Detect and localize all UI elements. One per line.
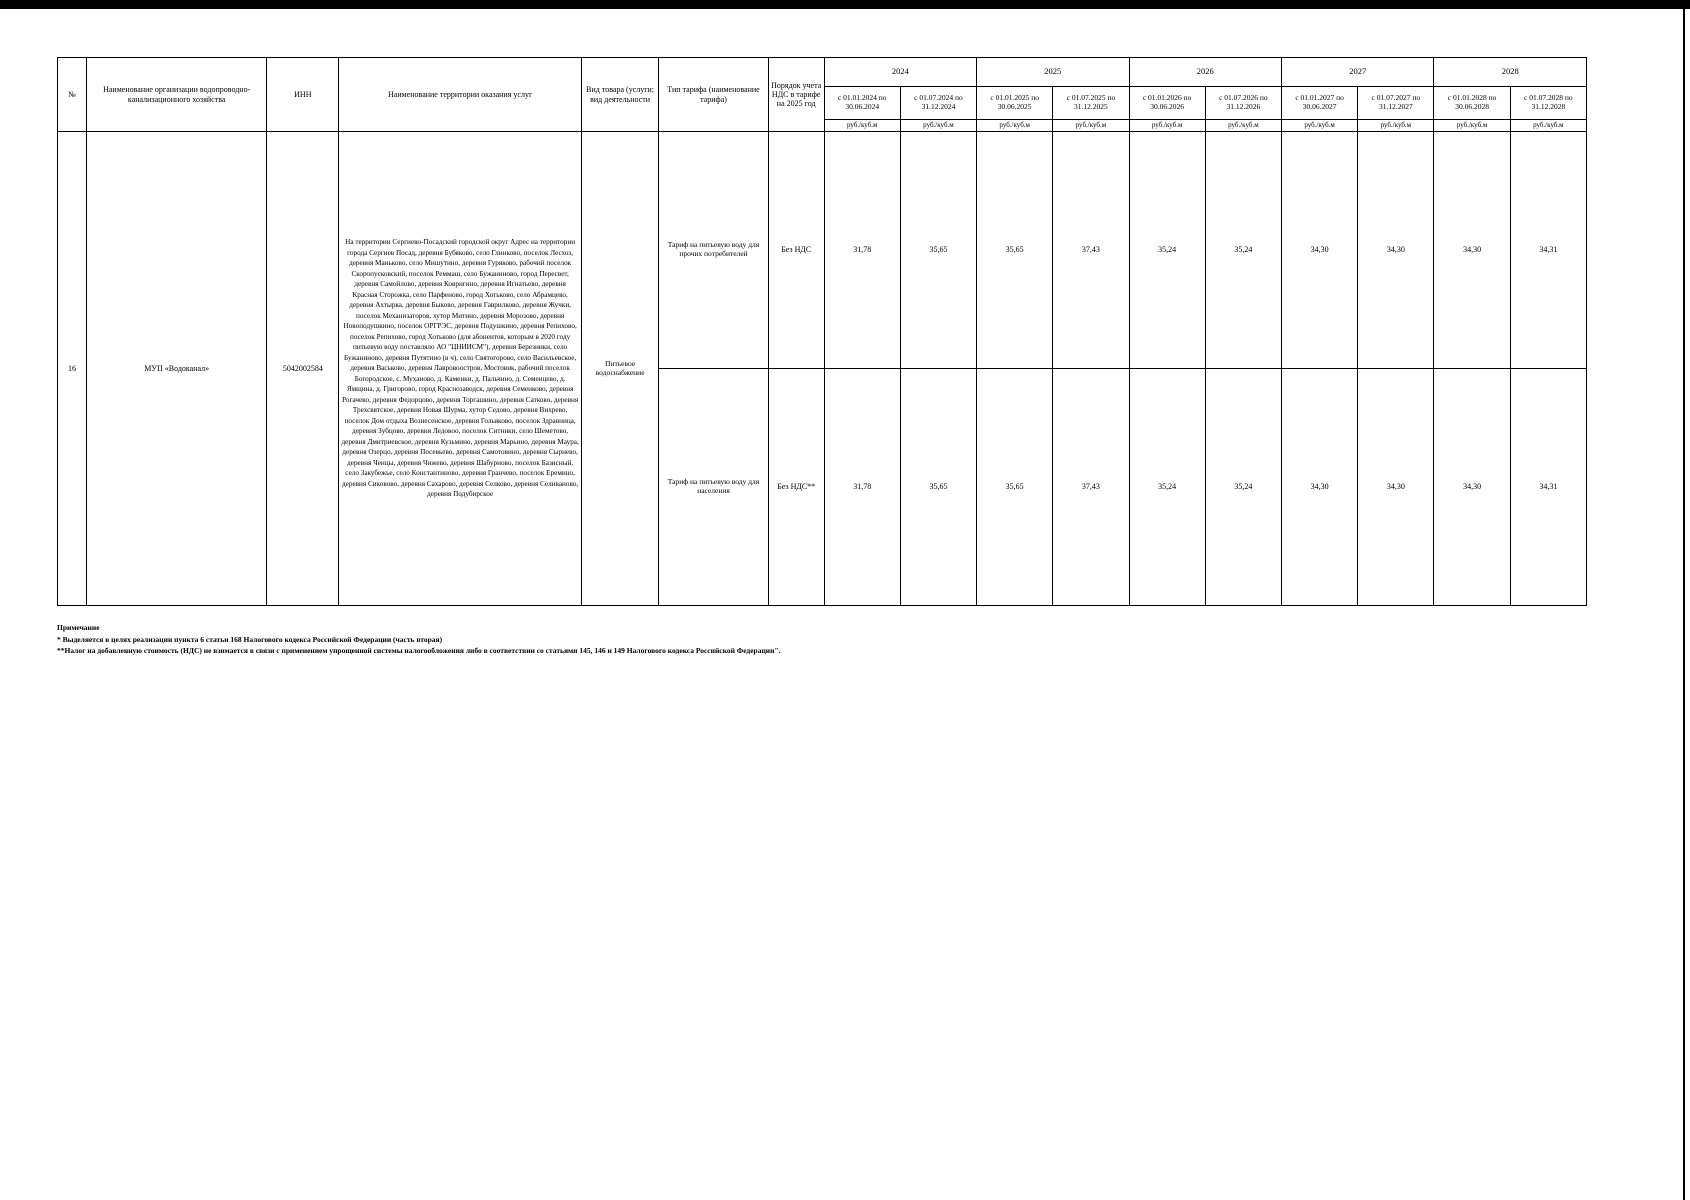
header-tariff-type: Тип тарифа (наименование тарифа) (659, 58, 769, 132)
tariff-table (57, 57, 1587, 606)
header-period: с 01.01.2026 по 30.06.2026 (1129, 87, 1205, 120)
cell-value: 31,78 (824, 369, 900, 606)
header-period: с 01.07.2024 по 31.12.2024 (900, 87, 976, 120)
tariff-document (57, 57, 1587, 657)
cell-value: 35,24 (1129, 369, 1205, 606)
scan-right-border (1683, 9, 1685, 1200)
cell-territory: На территории Сергиево-Посадский городской округ Адрес на территории города Сергиев Посад, деревня Бубяково, село Глинково, поселок Лесхоз, деревня Маньково, село Мишутино, деревня Гуряково, рабочий поселок Скоропусковский, поселок Реммаш, село Бужаниново, город Пересвет, деревня Самойлово, деревня Ковригино, деревня Игнатьево, деревня Красная Сторожка, село Парфеново, город Хотьково, село Абрамцево, деревня Ахтырка, деревня Быково, деревня Гаврилково, деревня Жучки, поселок Механизаторов, хутор Митино, деревня Морозово, деревня Новоподушкино, поселок ОРГРЭС, деревня Подушкино, деревня Репихово, поселок Репихово, город Хотьково (для абонентов, которым в 2020 году питьевую воду поставляло АО "ЦНИИСМ"), деревня Березники, село Бужаниново, деревня Путятино (в ч), село Святогорово, село Васильевское, деревня Васьково, деревня Лавровоостров, Мостовик, рабочий поселок Богородское, с. Муханово, д. Каменки, д. Пальчино, д. Семенцево, д. Ямщина, д. Григорово, город Краснозаводск, деревня Семенково, деревня Рогачево, деревня Федорцово, деревня Торгашино, деревня Сатково, деревня Трехсвятское, деревня Новая Шурма, хутор Седово, деревня Вихрево, поселок Дом отдыха Вознесенское, деревня Гольяково, поселок Здравница, деревня Зубцово, деревня Ледовоо, поселок Ситники, село Шеметово, деревня Дмитриевское, деревня Кузьмино, деревня Марьино, деревня Маура, деревня Озерцо, деревня Посевьево, деревня Самотовино, деревня Сырнево, деревня Ченцы, деревня Чижево, деревня Шабурново, поселок Базисный, село Закубежье, село Константиново, деревня Гранчево, поселок Еремино, деревня Сиковово, деревня Сахарово, деревня Селково, деревня Селиваново, деревня Подубирское (339, 132, 582, 606)
header-year-2025: 2025 (977, 58, 1129, 87)
table-row (58, 132, 1587, 369)
header-territory: Наименование территории оказания услуг (339, 58, 582, 132)
cell-num: 16 (58, 132, 87, 606)
cell-value: 31,78 (824, 132, 900, 369)
cell-value: 34,30 (1358, 369, 1434, 606)
cell-value: 35,65 (977, 369, 1053, 606)
cell-value: 34,31 (1510, 369, 1586, 606)
cell-value: 35,24 (1129, 132, 1205, 369)
header-unit: руб./куб.м (1053, 120, 1129, 132)
header-unit: руб./куб.м (1205, 120, 1281, 132)
cell-value: 34,31 (1510, 132, 1586, 369)
note-line: * Выделяется в целях реализации пункта 6 статьи 168 Налогового кодекса Российской Федерации (часть вторая) (57, 634, 443, 644)
cell-value: 35,24 (1205, 369, 1281, 606)
cell-vat: Без НДС (768, 132, 824, 369)
header-unit: руб./куб.м (824, 120, 900, 132)
header-year-2026: 2026 (1129, 58, 1281, 87)
header-vat-order: Порядок учета НДС в тарифе на 2025 год (768, 58, 824, 132)
header-unit: руб./куб.м (900, 120, 976, 132)
header-unit: руб./куб.м (1358, 120, 1434, 132)
cell-value: 34,30 (1282, 369, 1358, 606)
header-period: с 01.07.2028 по 31.12.2028 (1510, 87, 1586, 120)
scan-top-border (0, 0, 1690, 9)
header-year-2024: 2024 (824, 58, 976, 87)
header-unit: руб./куб.м (1434, 120, 1510, 132)
cell-value: 37,43 (1053, 369, 1129, 606)
header-period: с 01.07.2025 по 31.12.2025 (1053, 87, 1129, 120)
notes-title: Примечание (57, 623, 100, 632)
header-product: Вид товара (услуги; вид деятельности (581, 58, 658, 132)
header-unit: руб./куб.м (1282, 120, 1358, 132)
notes-section (57, 622, 1587, 657)
cell-value: 34,30 (1434, 369, 1510, 606)
cell-product: Питьевое водоснабжение (581, 132, 658, 606)
cell-vat: Без НДС** (768, 369, 824, 606)
header-row-years (58, 58, 1587, 87)
cell-tariff-type: Тариф на питьевую воду для прочих потребителей (659, 132, 769, 369)
cell-value: 37,43 (1053, 132, 1129, 369)
header-period: с 01.07.2027 по 31.12.2027 (1358, 87, 1434, 120)
header-year-2027: 2027 (1282, 58, 1434, 87)
header-period: с 01.07.2026 по 31.12.2026 (1205, 87, 1281, 120)
cell-value: 35,65 (977, 132, 1053, 369)
header-unit: руб./куб.м (1129, 120, 1205, 132)
header-unit: руб./куб.м (977, 120, 1053, 132)
header-period: с 01.01.2024 по 30.06.2024 (824, 87, 900, 120)
header-period: с 01.01.2028 по 30.06.2028 (1434, 87, 1510, 120)
header-inn: ИНН (267, 58, 339, 132)
cell-inn: 5042002584 (267, 132, 339, 606)
header-unit: руб./куб.м (1510, 120, 1586, 132)
cell-value: 34,30 (1358, 132, 1434, 369)
cell-value: 35,65 (900, 132, 976, 369)
header-period: с 01.01.2027 по 30.06.2027 (1282, 87, 1358, 120)
cell-value: 35,24 (1205, 132, 1281, 369)
note-line: **Налог на добавленную стоимость (НДС) не взимается в связи с применением упрощенной системы налогообложения либо в соответствии со статьями 145, 146 и 149 Налогового кодекса Российской Федерации". (57, 646, 781, 656)
cell-org-name: МУП «Водоканал» (86, 132, 266, 606)
header-period: с 01.01.2025 по 30.06.2025 (977, 87, 1053, 120)
cell-value: 34,30 (1434, 132, 1510, 369)
cell-value: 35,65 (900, 369, 976, 606)
header-num: № (58, 58, 87, 132)
cell-value: 34,30 (1282, 132, 1358, 369)
cell-tariff-type: Тариф на питьевую воду для населения (659, 369, 769, 606)
header-year-2028: 2028 (1434, 58, 1587, 87)
header-org-name: Наименование организации водопроводно-канализационного хозяйства (86, 58, 266, 132)
